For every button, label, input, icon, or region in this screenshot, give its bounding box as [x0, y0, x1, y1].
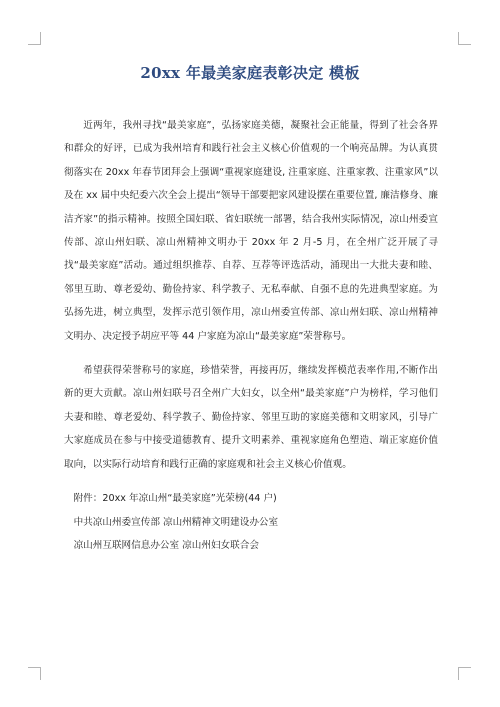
document-body	[64, 114, 438, 557]
crop-mark-bottom-left	[28, 667, 41, 680]
crop-mark-top-right	[458, 32, 471, 45]
body-paragraph-2: 希望获得荣誉称号的家庭，珍惜荣誉，再接再厉，继续发挥模范表率作用,不断作出新的更大贡献。凉山州妇联号召全州广大妇女，以全州“最美家庭”户为榜样，学习他们夫妻和睦、尊老爱幼、科学教子、勤俭持家、邻里互助的家庭美德和文明家风，引导广大家庭成员在参与中接受道德教育、提升文明素养、重视家庭角色塑造、端正家庭价值取向，以实际行动培育和践行正确的家庭观和社会主义核心价值观。	[64, 365, 438, 470]
crop-mark-top-left	[28, 32, 41, 45]
document-title: 20xx 年最美家庭表彰决定 模板	[140, 64, 360, 82]
issuer-line-2: 凉山州互联网信息办公室 凉山州妇女联合会	[73, 539, 259, 551]
crop-mark-bottom-right	[458, 667, 471, 680]
issuer-line-1: 中共凉山州委宣传部 凉山州精神文明建设办公室	[73, 516, 279, 528]
attachment-line: 附件：20xx 年凉山州“最美家庭”光荣榜(44 户)	[73, 493, 277, 505]
body-paragraph-1: 近两年，我州寻找“最美家庭”，弘扬家庭美德，凝聚社会正能量，得到了社会各界和群众的好评，已成为我州培育和践行社会主义核心价值观的一个响亮品牌。为认真贯彻落实在 20xx 年春节团拜会上强调“重视家庭建设, 注重家庭、注重家教、注重家风”以及在 xx 届中央纪委六次全会上提出“领导干部要把家风建设摆在重要位置, 廉洁修身、廉洁齐家”的指示精神。按照全国妇联、省妇联统一部署，结合我州实际情况，凉山州委宣传部、凉山州妇联、凉山州精神文明办于 20xx 年 2 月-5 月，在全州广泛开展了寻找“最美家庭”活动。通过组织推荐、自荐、互荐等评选活动，涌现出一大批夫妻和睦、邻里互助、尊老爱幼、勤俭持家、科学教子、无私奉献、自强不息的先进典型家庭。为弘扬先进，树立典型，发挥示范引领作用，凉山州委宣传部、凉山州妇联、凉山州精神文明办、决定授予胡应平等 44 户家庭为凉山“最美家庭”荣誉称号。	[64, 120, 438, 342]
